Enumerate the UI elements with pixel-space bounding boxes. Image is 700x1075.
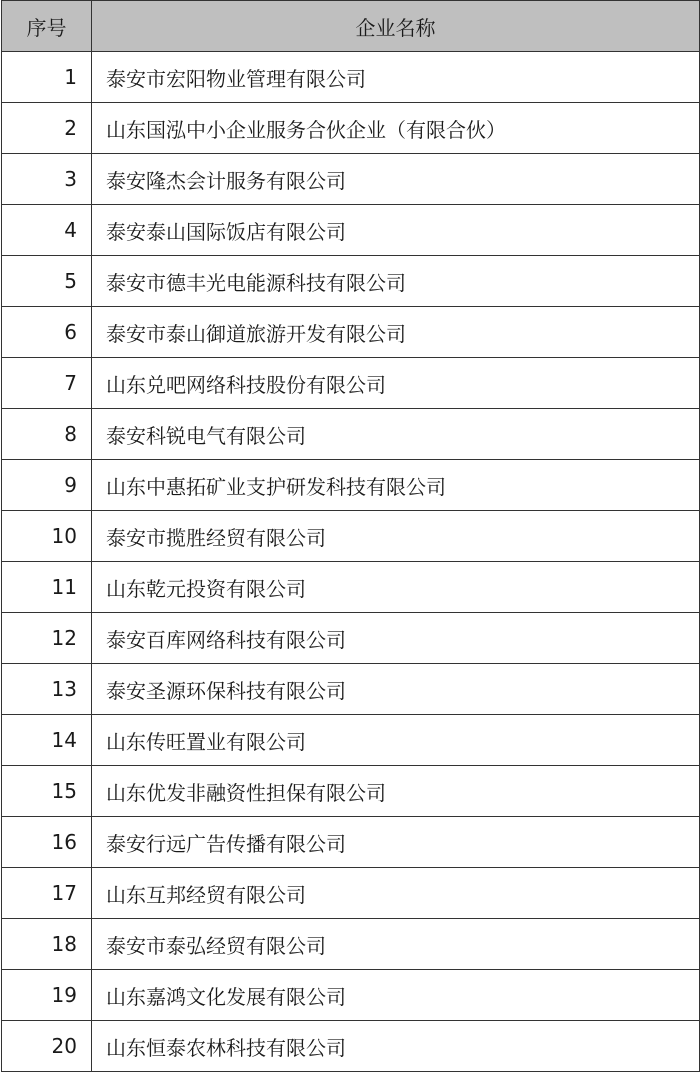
company-name-cell: 泰安市揽胜经贸有限公司: [92, 511, 700, 562]
table-row: [2, 460, 700, 511]
serial-number-cell: 11: [2, 562, 92, 613]
company-name-cell: 山东嘉鸿文化发展有限公司: [92, 970, 700, 1021]
table-row: [2, 205, 700, 256]
table-row: [2, 1021, 700, 1072]
serial-number-cell: 10: [2, 511, 92, 562]
serial-number-cell: 18: [2, 919, 92, 970]
serial-number-cell: 5: [2, 256, 92, 307]
company-table: [1, 0, 700, 1072]
company-name-cell: 泰安行远广告传播有限公司: [92, 817, 700, 868]
serial-number-cell: 3: [2, 154, 92, 205]
serial-number-cell: 19: [2, 970, 92, 1021]
serial-number-cell: 14: [2, 715, 92, 766]
table-row: [2, 562, 700, 613]
company-name-cell: 山东国泓中小企业服务合伙企业（有限合伙）: [92, 103, 700, 154]
serial-number-cell: 7: [2, 358, 92, 409]
company-name-cell: 泰安市泰弘经贸有限公司: [92, 919, 700, 970]
company-name-cell: 泰安市德丰光电能源科技有限公司: [92, 256, 700, 307]
table-row: [2, 154, 700, 205]
table-row: [2, 103, 700, 154]
header-row: [2, 1, 700, 52]
company-name-cell: 山东恒泰农林科技有限公司: [92, 1021, 700, 1072]
company-name-cell: 泰安市泰山御道旅游开发有限公司: [92, 307, 700, 358]
serial-number-cell: 20: [2, 1021, 92, 1072]
table-row: [2, 358, 700, 409]
company-name-cell: 山东互邦经贸有限公司: [92, 868, 700, 919]
company-name-cell: 山东兑吧网络科技股份有限公司: [92, 358, 700, 409]
header-serial-number: 序号: [2, 1, 92, 52]
company-name-cell: 泰安圣源环保科技有限公司: [92, 664, 700, 715]
table-row: [2, 409, 700, 460]
table-row: [2, 613, 700, 664]
header-company-name: 企业名称: [92, 1, 700, 52]
company-name-cell: 泰安市宏阳物业管理有限公司: [92, 52, 700, 103]
table-row: [2, 919, 700, 970]
company-name-cell: 山东中惠拓矿业支护研发科技有限公司: [92, 460, 700, 511]
company-name-cell: 泰安隆杰会计服务有限公司: [92, 154, 700, 205]
table-row: [2, 766, 700, 817]
serial-number-cell: 9: [2, 460, 92, 511]
table-row: [2, 307, 700, 358]
table-row: [2, 970, 700, 1021]
serial-number-cell: 13: [2, 664, 92, 715]
table-row: [2, 511, 700, 562]
serial-number-cell: 16: [2, 817, 92, 868]
table-row: [2, 52, 700, 103]
table-header: [2, 1, 700, 52]
serial-number-cell: 15: [2, 766, 92, 817]
table-row: [2, 664, 700, 715]
company-name-cell: 山东优发非融资性担保有限公司: [92, 766, 700, 817]
company-name-cell: 山东乾元投资有限公司: [92, 562, 700, 613]
serial-number-cell: 1: [2, 52, 92, 103]
serial-number-cell: 6: [2, 307, 92, 358]
serial-number-cell: 2: [2, 103, 92, 154]
serial-number-cell: 8: [2, 409, 92, 460]
table-row: [2, 715, 700, 766]
serial-number-cell: 17: [2, 868, 92, 919]
table-row: [2, 817, 700, 868]
table-body: [2, 52, 700, 1072]
company-name-cell: 泰安百库网络科技有限公司: [92, 613, 700, 664]
table-row: [2, 256, 700, 307]
company-name-cell: 泰安泰山国际饭店有限公司: [92, 205, 700, 256]
table-row: [2, 868, 700, 919]
company-name-cell: 山东传旺置业有限公司: [92, 715, 700, 766]
serial-number-cell: 4: [2, 205, 92, 256]
company-name-cell: 泰安科锐电气有限公司: [92, 409, 700, 460]
serial-number-cell: 12: [2, 613, 92, 664]
